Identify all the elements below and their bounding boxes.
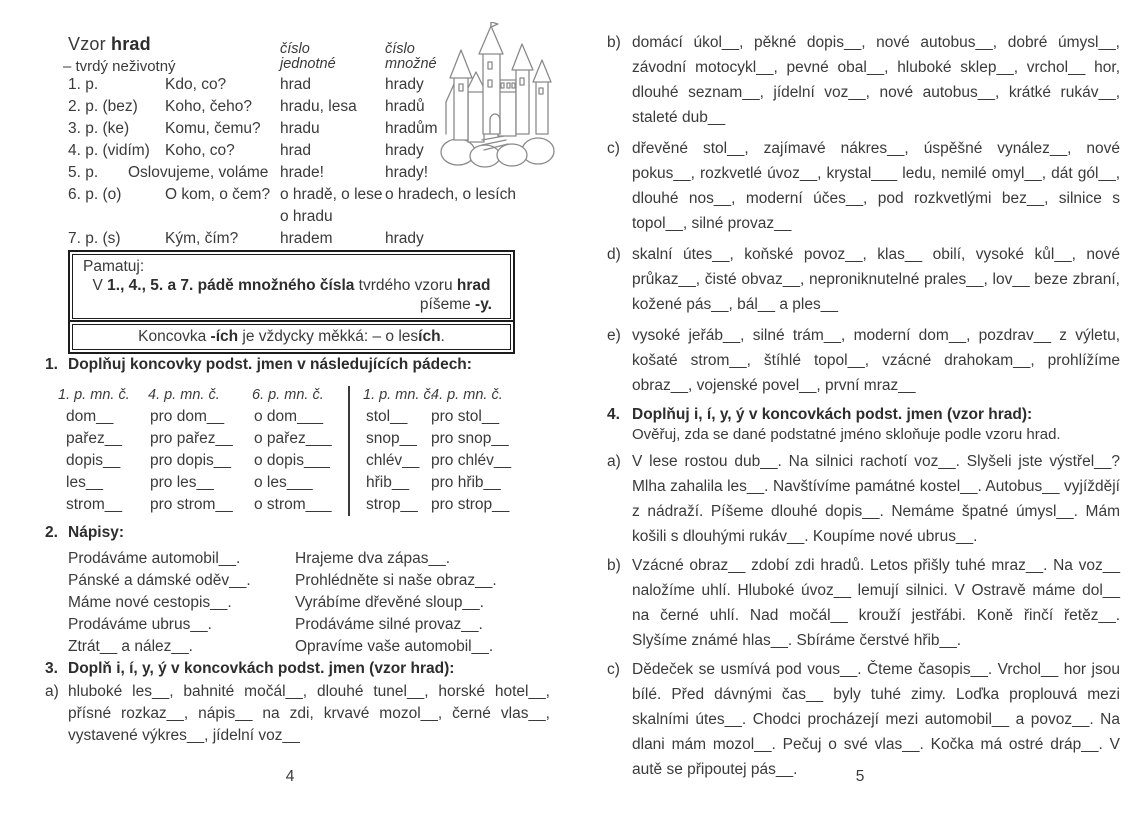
fill-blank-item: strom__ [66, 496, 122, 513]
item-text: skalní útes__, koňské povoz__, klas__ obilí, vysoké kůl__, nové průkaz__, čisté obvaz__, neproniknutelné prales__, lov__ beze zbraní, kožené pás__, bál__ a ples__ [632, 246, 1120, 313]
rule-text: je vždycky měkká: – o les [238, 328, 419, 345]
fill-blank-item: dopis__ [66, 452, 121, 469]
sentence: Prodáváme automobil__. [68, 550, 241, 567]
ex1-col-header: 4. p. mn. č. [148, 387, 220, 403]
item-text: Dědeček se usmívá pod vous__. Čteme časopis__. Vrchol__ hor jsou bílé. Před dávnými čas__ byly tuhé zimy. Loďka proplouvá mezi skalními útes__. Chodci procházejí mezi automobil__ a povoz__. Na dlani mám mozol__. Pečuj o své vlas__. Kočka má ostré dráp__. V autě se připoutej pás__. [632, 661, 1120, 778]
declension-row [40, 98, 570, 120]
item-text: Vzácné obraz__ zdobí zdi hradů. Letos přišly tuhé mraz__. Na voz__ naložíme uhlí. Hluboké úvoz__ lemují silnici. V Ostravě máme dol__ na černé uhlí. Nad močál__ krouží jestřábi. Koně řinčí řetěz__. Slyšíme známé hlas__. Sbíráme čerstvé hřib__. [632, 557, 1120, 649]
fill-blank-item: pro les__ [150, 474, 214, 491]
fill-blank-item: o pařez___ [254, 430, 332, 447]
exercise-4-subtitle: Ověřuj, zda se dané podstatné jméno skloňuje podle vzoru hrad. [632, 426, 1061, 443]
case-question: Koho, co? [165, 142, 235, 159]
ex1-col-header: 4. p. mn. č. [431, 387, 503, 403]
item-label: e) [607, 327, 621, 344]
exercise-number: 4. [607, 406, 620, 423]
case-label: 1. p. [68, 76, 99, 93]
sentence: Opravíme vaše automobil__. [295, 638, 494, 655]
singular-form: hradem [280, 230, 333, 247]
case-question: Kdo, co? [165, 76, 227, 93]
page-number-right: 5 [855, 768, 865, 785]
item-text: V lese rostou dub__. Na silnici rachotí voz__. Slyšeli jste výstřel__? Mlha zahalila les__. Navštívíme památné kostel__. Autobus__ vyjíždějí z nádraží. Píšeme dlouhé dopis__. Nemáme špatné úmysl__. Mám košili s dlouhými rukáv__. Koupíme nové ubrus__. [632, 453, 1120, 545]
rule-text: Koncovka [138, 328, 211, 345]
exercise-4-item-a [600, 449, 1120, 549]
koncovka-box [68, 320, 515, 354]
exercise-title: Doplň i, í, y, ý v koncovkách podst. jmen (vzor hrad): [68, 660, 455, 677]
exercise-2-heading [40, 524, 570, 542]
plural-form: hrady! [385, 164, 429, 181]
case-question: Kým, čím? [165, 230, 239, 247]
column-header-plural [385, 42, 437, 72]
col-plural-line1: číslo [385, 41, 415, 57]
item-label: d) [607, 246, 621, 263]
exercise-title: Nápisy: [68, 524, 124, 541]
rule-bold: hrad [456, 277, 491, 294]
rule-bold: ích [418, 328, 441, 345]
case-question: Oslovujeme, voláme [128, 164, 269, 181]
plural-form: o hradech, o lesích [385, 186, 516, 203]
plural-form: hrady [385, 142, 424, 159]
declension-row [40, 186, 570, 208]
exercise-3-item-b [600, 30, 1120, 130]
page-4 [40, 0, 570, 825]
exercise-number: 3. [45, 660, 58, 677]
item-text: hluboké les__, bahnité močál__, dlouhé tunel__, horské hotel__, přísné rozkaz__, nápis__ na zdi, krvavé mozol__, černé vlas__, vystavené výkres__, jídelní voz__ [68, 683, 550, 744]
pamatuj-box [68, 250, 515, 323]
declension-row [40, 142, 570, 164]
declension-row [40, 230, 570, 252]
page-5 [600, 0, 1127, 825]
exercise-number: 2. [45, 524, 58, 541]
exercise-3-item-e [600, 323, 1120, 398]
declension-row [40, 76, 570, 98]
exercise-number: 1. [45, 356, 58, 373]
col-singular-line2: jednotné [280, 56, 336, 72]
rule-text: píšeme [419, 296, 476, 313]
item-label: b) [607, 557, 621, 574]
fill-blank-item: pro snop__ [431, 430, 509, 447]
case-label: 6. p. (o) [68, 186, 122, 203]
rule-text: . [440, 328, 445, 345]
plural-form: hradům [385, 120, 438, 137]
singular-form: hradu [280, 120, 320, 137]
vzor-subtitle: – tvrdý neživotný [63, 58, 176, 75]
singular-form: hrad [280, 76, 312, 93]
exercise-title: Doplňuj i, í, y, ý v koncovkách podst. jmen (vzor hrad): [632, 406, 1033, 423]
fill-blank-item: o dopis___ [254, 452, 330, 469]
sentence: Prohlédněte si naše obraz__. [295, 572, 497, 589]
item-label: b) [607, 34, 621, 51]
ex1-column-4 [363, 384, 435, 516]
sentence: Máme nové cestopis__. [68, 594, 232, 611]
exercise-1 [40, 356, 570, 513]
singular-form: hrade! [280, 164, 324, 181]
exercise-1-heading [40, 356, 570, 374]
fill-blank-item: o dom___ [254, 408, 323, 425]
fill-blank-item: o strom___ [254, 496, 332, 513]
case-question: O kom, o čem? [165, 186, 271, 203]
item-label: c) [607, 661, 620, 678]
fill-blank-item: pro dopis__ [150, 452, 232, 469]
item-text: domácí úkol__, pěkné dopis__, nové autobus__, dobré úmysl__, závodní motocykl__, pevné obal__, hluboké sklep__, vrchol__ hor, dlouhé seznam__, jídelní voz__, nové autobus__, krátké rukáv__, staleté dub__ [632, 34, 1120, 126]
fill-blank-item: pro strop__ [431, 496, 510, 513]
rule-bold: 1., 4., 5. a 7. pádě množného čísla [107, 277, 355, 294]
fill-blank-item: chlév__ [366, 452, 420, 469]
pamatuj-label: Pamatuj: [83, 258, 145, 275]
fill-blank-item: pro chlév__ [431, 452, 512, 469]
ex1-column-2 [148, 384, 233, 516]
exercise-4-heading [600, 406, 1127, 424]
rule-bold: -ích [210, 328, 239, 345]
ex1-column-5 [431, 384, 511, 516]
fill-blank-item: les__ [66, 474, 104, 491]
ex1-col-header: 6. p. mn. č. [252, 387, 324, 403]
vzor-title-word: hrad [111, 34, 151, 54]
fill-blank-item: snop__ [366, 430, 417, 447]
fill-blank-item: strop__ [366, 496, 418, 513]
item-text: vysoké jeřáb__, silné trám__, moderní dom__, pozdrav__ z výletu, košaté strom__, štíhlé topol__, vzácné drahokam__, prohlížíme obraz__, vojenské povel__, první mraz__ [632, 327, 1120, 394]
case-label: 4. p. (vidím) [68, 142, 150, 159]
vzor-title-pre: Vzor [68, 34, 112, 54]
sentence: Hrajeme dva zápas__. [295, 550, 451, 567]
exercise-4-item-b [600, 553, 1120, 653]
exercise-2 [40, 524, 570, 655]
ex1-column-3 [252, 384, 332, 516]
singular-form: o hradě, o lese [280, 186, 383, 203]
plural-form: hrady [385, 230, 424, 247]
fill-blank-item: pro stol__ [431, 408, 500, 425]
case-label: 3. p. (ke) [68, 120, 130, 137]
col-plural-line2: množné [385, 56, 437, 72]
ex1-column-1 [58, 384, 130, 516]
fill-blank-item: pařez__ [66, 430, 123, 447]
case-label: 7. p. (s) [68, 230, 121, 247]
exercise-3-item-a [40, 681, 550, 747]
ex1-col-header: 1. p. mn. č. [363, 387, 435, 403]
pamatuj-rule-line1 [83, 276, 500, 295]
col-singular-line1: číslo [280, 41, 310, 57]
item-text: dřevěné stol__, zajímavé nákres__, úspěšné vynález__, nové pokus__, rozkvetlé úvoz__, krystal___ ledu, nemilé omyl__, dát gól__, dlouhé nos__, moderní účes__, pod rozkvetlými bez__, silnice s topol__, silné provaz__ [632, 140, 1120, 232]
plural-form: hradů [385, 98, 425, 115]
singular-form: hrad [280, 142, 312, 159]
exercise-3-item-c [600, 136, 1120, 236]
declension-row [40, 120, 570, 142]
sentence: Pánské a dámské oděv__. [68, 572, 251, 589]
exercise-3-heading [40, 660, 550, 678]
fill-blank-item: pro dom__ [150, 408, 225, 425]
column-header-singular [280, 42, 336, 72]
ex1-col-header: 1. p. mn. č. [58, 387, 130, 403]
rule-text: V [92, 277, 108, 294]
ex2-left-column [68, 548, 251, 658]
case-question: Koho, čeho? [165, 98, 253, 115]
case-question: Komu, čemu? [165, 120, 261, 137]
fill-blank-item: stol__ [366, 408, 408, 425]
case-label: 2. p. (bez) [68, 98, 138, 115]
exercise-3 [40, 660, 550, 747]
exercise-4-item-c [600, 657, 1120, 782]
sentence: Prodáváme silné provaz__. [295, 616, 483, 633]
declension-row [40, 208, 570, 230]
rule-text: tvrdého vzoru [354, 277, 457, 294]
exercise-title: Doplňuj koncovky podst. jmen v následujících pádech: [68, 356, 472, 373]
vzor-title [68, 34, 151, 55]
fill-blank-item: o les___ [254, 474, 313, 491]
fill-blank-item: dom__ [66, 408, 114, 425]
ex2-right-column [295, 548, 497, 658]
pamatuj-rule-line2 [83, 295, 500, 314]
sentence: Ztrát__ a nález__. [68, 638, 193, 655]
fill-blank-item: pro hřib__ [431, 474, 501, 491]
fill-blank-item: pro pařez__ [150, 430, 233, 447]
sentence: Prodáváme ubrus__. [68, 616, 212, 633]
singular-form: o hradu [280, 208, 333, 225]
fill-blank-item: hřib__ [366, 474, 410, 491]
item-label: c) [607, 140, 620, 157]
koncovka-rule [72, 324, 511, 350]
page-number-left: 4 [285, 768, 295, 785]
item-label: a) [45, 683, 59, 700]
plural-form: hrady [385, 76, 424, 93]
sentence: Vyrábíme dřevěné sloup__. [295, 594, 484, 611]
case-label: 5. p. [68, 164, 99, 181]
rule-bold: -y. [475, 296, 492, 313]
column-divider [348, 386, 350, 516]
exercise-3-item-d [600, 242, 1120, 317]
fill-blank-item: pro strom__ [150, 496, 233, 513]
item-label: a) [607, 453, 621, 470]
declension-row [40, 164, 570, 186]
singular-form: hradu, lesa [280, 98, 357, 115]
